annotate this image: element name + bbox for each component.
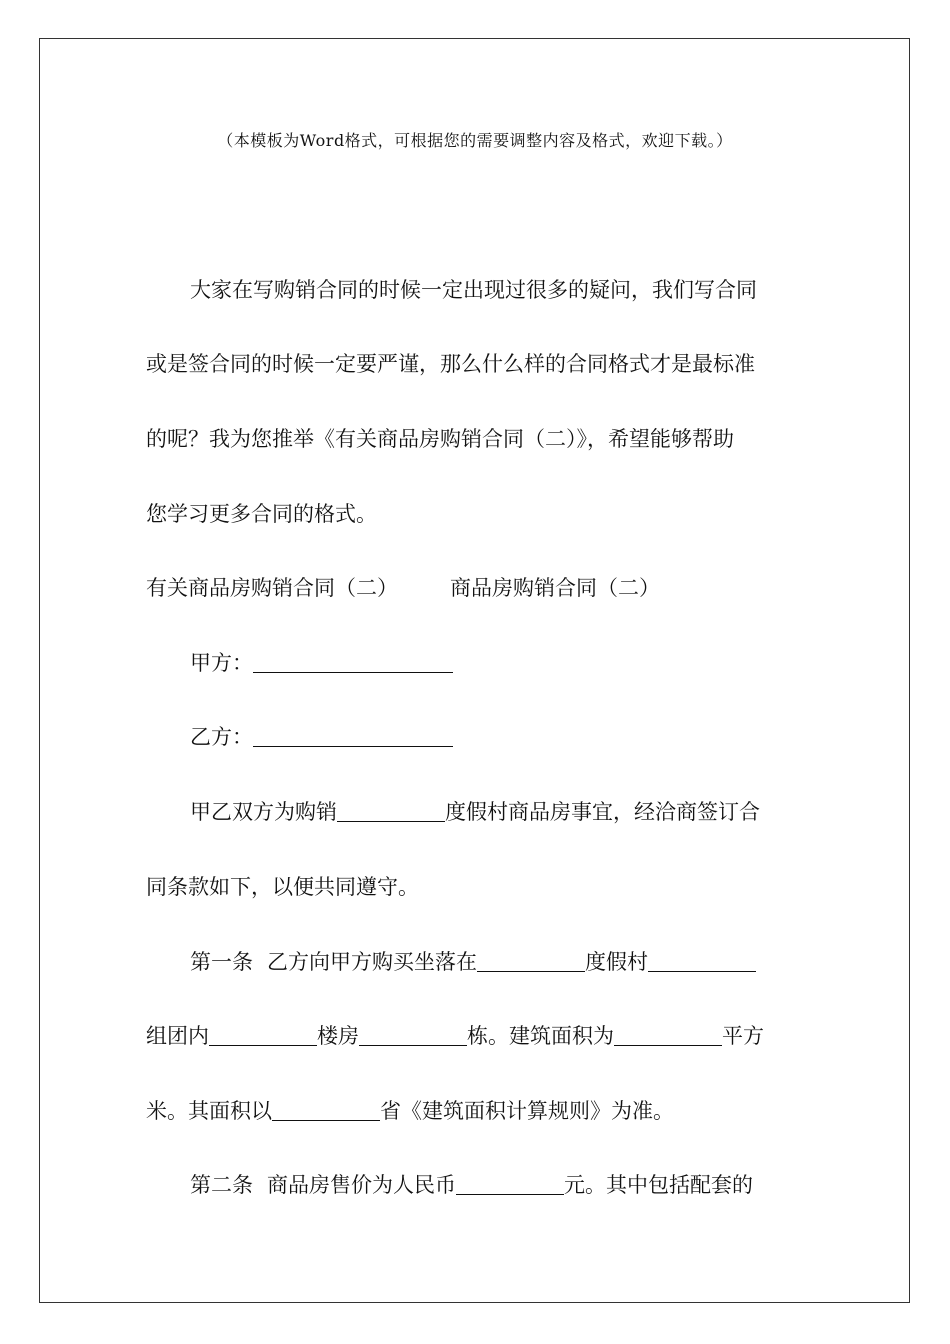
article1-line-3 (146, 1097, 796, 1125)
area-blank (614, 1025, 722, 1046)
article1-line-2 (146, 1022, 796, 1050)
contract-title-line (146, 574, 796, 602)
intro-line-3: 的呢？我为您推举《有关商品房购销合同（二）》，希望能够帮助 (146, 427, 734, 451)
intro-line-2: 或是签合同的时候一定要严谨，那么什么样的合同格式才是最标准 (146, 352, 755, 376)
resort-name-blank (648, 951, 756, 972)
contract-subtitle: 商品房购销合同（二） (450, 576, 660, 600)
party-a-blank (253, 652, 453, 673)
intro-line-1: 大家在写购销合同的时候一定出现过很多的疑问，我们写合同 (190, 278, 757, 302)
party-b-line (146, 723, 840, 751)
location-blank (477, 951, 585, 972)
party-b-label: 乙方： (190, 725, 253, 749)
article2-label: 第二条 (190, 1173, 253, 1197)
price-blank (456, 1174, 564, 1195)
template-note: （本模板为Word格式，可根据您的需要调整内容及格式，欢迎下载。） (217, 131, 733, 150)
article1-text-7: 米。其面积以 (146, 1099, 272, 1123)
preamble-text-2: 度假村商品房事宜，经洽商签订合 (445, 800, 760, 824)
article2-text-1: 商品房售价为人民币 (267, 1173, 456, 1197)
contract-title: 有关商品房购销合同（二） (146, 576, 398, 600)
preamble-text-1: 甲乙双方为购销 (190, 800, 337, 824)
building-blank (359, 1025, 467, 1046)
province-blank (272, 1100, 380, 1121)
article2-line-1 (146, 1171, 840, 1199)
party-a-line (146, 649, 840, 677)
article1-line-1 (146, 948, 840, 976)
article1-label: 第一条 (190, 950, 253, 974)
article1-text-5: 栋。建筑面积为 (467, 1024, 614, 1048)
intro-line-4: 您学习更多合同的格式。 (146, 502, 377, 526)
party-b-blank (253, 726, 453, 747)
article1-text-1: 乙方向甲方购买坐落在 (267, 950, 477, 974)
resort-blank (337, 801, 445, 822)
preamble-line-1 (146, 798, 840, 826)
article1-text-3: 组团内 (146, 1024, 209, 1048)
article1-text-8: 省《建筑面积计算规则》为准。 (380, 1099, 674, 1123)
group-blank (209, 1025, 317, 1046)
party-a-label: 甲方： (190, 651, 253, 675)
article1-text-4: 楼房 (317, 1024, 359, 1048)
article1-text-6: 平方 (722, 1024, 764, 1048)
preamble-line-2: 同条款如下，以便共同遵守。 (146, 875, 419, 899)
article1-text-2: 度假村 (585, 950, 648, 974)
article2-text-2: 元。其中包括配套的 (564, 1173, 753, 1197)
